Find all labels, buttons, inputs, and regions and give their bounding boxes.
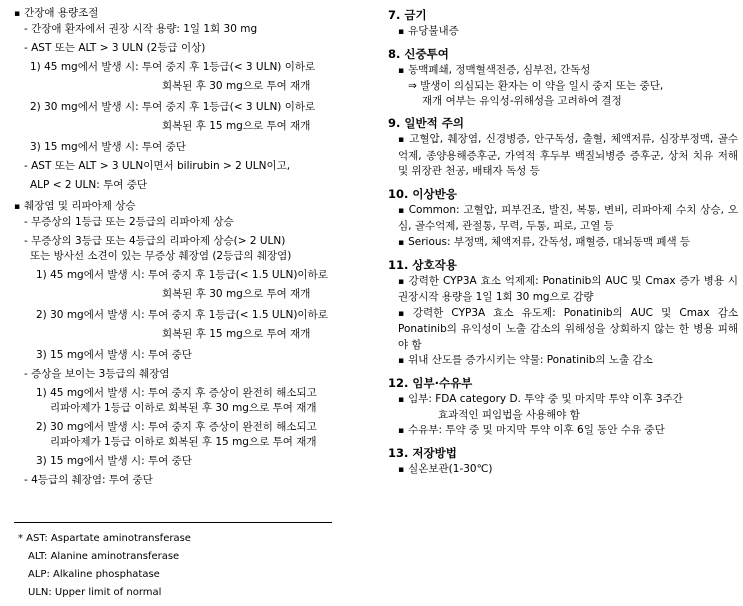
text-line: 3) 15 mg에서 발생 시: 투여 중단 <box>36 455 192 467</box>
text-line: - AST 또는 ALT > 3 ULN이면서 bilirubin > 2 ULN이고, <box>24 160 291 172</box>
section-heading-general-precautions: 9. 일반적 주의 <box>388 116 464 130</box>
text-line: 또는 방사선 소견이 있는 무증상 췌장염 (2등급의 췌장염) <box>30 250 292 262</box>
text-line: 1) 45 mg에서 발생 시: 투여 중지 후 1등급(< 3 ULN) 이하로 <box>30 61 316 73</box>
text-line: 3) 15 mg에서 발생 시: 투여 중단 <box>36 349 192 361</box>
list-item: ▪ 위내 산도를 증가시키는 약물: Ponatinib의 노출 감소 <box>388 353 738 369</box>
text-line: - 4등급의 췌장염: 투여 중단 <box>24 474 153 486</box>
list-item: ▪ 실온보관(1-30℃) <box>388 462 738 478</box>
section-heading-storage: 13. 저장방법 <box>388 446 457 460</box>
text-line: 2) 30 mg에서 발생 시: 투여 중지 후 1등급(< 3 ULN) 이하로 <box>30 101 316 113</box>
text-line: 2) 30 mg에서 발생 시: 투여 중지 후 증상이 완전히 해소되고 <box>36 421 317 433</box>
text-line: - 무증상의 3등급 또는 4등급의 리파아제 상승(> 2 ULN) <box>24 235 286 247</box>
text-line: 재개 여부는 유익성-위해성을 고려하여 결정 <box>422 95 622 107</box>
footnote-ast: * AST: Aspartate aminotransferase <box>18 533 191 544</box>
text-line: 3) 15 mg에서 발생 시: 투여 중단 <box>30 141 186 153</box>
list-item: ▪ Serious: 부정맥, 체액저류, 간독성, 패혈증, 대뇌동맥 폐색 등 <box>388 235 738 251</box>
text-line: - 무증상의 1등급 또는 2등급의 리파아제 상승 <box>24 216 234 228</box>
footnote-alt: ALT: Alanine aminotransferase <box>28 551 180 562</box>
list-item: ▪ 동맥폐쇄, 정맥혈색전증, 심부전, 간독성 <box>388 63 738 79</box>
text-line: 회복된 후 15 mg으로 투여 재개 <box>162 120 311 132</box>
footnote-divider <box>14 522 332 523</box>
list-item: ▪ 고혈압, 췌장염, 신경병증, 안구독성, 출혈, 체액저류, 심장부정맥, 골수억제, 종양용해증후군, 가역적 후두부 백질뇌병증 증후군, 상처 치유 저해 및 위장관 천공, 배태자 독성 등 <box>388 132 738 180</box>
list-item: ▪ Common: 고혈압, 피부건조, 발진, 복통, 변비, 리파아제 수치 상승, 오심, 골수억제, 관절통, 무력, 두통, 피로, 고열 등 <box>388 203 738 235</box>
footnote-alp: ALP: Alkaline phosphatase <box>28 569 160 580</box>
section-heading-contraindications: 7. 금기 <box>388 8 427 22</box>
list-item: ▪ 임부: FDA category D. 투약 중 및 마지막 투약 이후 3주간 <box>388 392 738 408</box>
left-column <box>14 6 360 488</box>
text-line: ⇒ 발생이 의심되는 환자는 이 약을 일시 중지 또는 중단, <box>408 80 664 92</box>
text-line: 2) 30 mg에서 발생 시: 투여 중지 후 1등급(< 1.5 ULN)이하로 <box>36 309 328 321</box>
text-line: ALP < 2 ULN: 투여 중단 <box>30 179 148 191</box>
text-line: 효과적인 피임법을 사용해야 함 <box>438 409 580 421</box>
list-item: ▪ 강력한 CYP3A 효소 유도제: Ponatinib의 AUC 및 Cmax 감소 Ponatinib의 유익성이 노출 감소의 위해성을 상회하지 않는 한 병용 피해야 함 <box>388 306 738 354</box>
right-column <box>388 6 738 478</box>
text-line: 회복된 후 30 mg으로 투여 재개 <box>162 288 311 300</box>
section-heading-adverse-reactions: 10. 이상반응 <box>388 186 457 201</box>
section-heading-interactions: 11. 상호작용 <box>388 257 457 272</box>
hepatotoxicity-title: ▪ 간장애 용량조절 <box>14 6 360 22</box>
text-line: 1) 45 mg에서 발생 시: 투여 중지 후 증상이 완전히 해소되고 <box>36 387 317 399</box>
list-item: ▪ 수유부: 투약 중 및 마지막 투약 이후 6일 동안 수유 중단 <box>388 423 738 439</box>
list-item: ▪ 강력한 CYP3A 효소 억제제: Ponatinib의 AUC 및 Cmax 증가 병용 시 권장시작 용량을 1일 1회 30 mg으로 감량 <box>388 274 738 306</box>
text-line: 리파아제가 1등급 이하로 회복된 후 15 mg으로 투여 재개 <box>50 436 317 448</box>
pancreatitis-title: ▪ 췌장염 및 리파아제 상승 <box>14 199 360 215</box>
section-heading-precautions: 8. 신중투여 <box>388 47 449 61</box>
text-line: 리파아제가 1등급 이하로 회복된 후 30 mg으로 투여 재개 <box>50 402 317 414</box>
text-line: 회복된 후 30 mg으로 투여 재개 <box>162 80 311 92</box>
footnotes <box>18 530 348 602</box>
text-line: - AST 또는 ALT > 3 ULN (2등급 이상) <box>24 42 206 54</box>
footnote-uln: ULN: Upper limit of normal <box>28 587 162 598</box>
text-line: - 증상을 보이는 3등급의 췌장염 <box>24 368 170 380</box>
text-line: 회복된 후 15 mg으로 투여 재개 <box>162 328 311 340</box>
text-line: - 간장애 환자에서 권장 시작 용량: 1일 1회 30 mg <box>24 23 258 35</box>
text-line: 1) 45 mg에서 발생 시: 투여 중지 후 1등급(< 1.5 ULN)이하로 <box>36 269 328 281</box>
section-heading-pregnancy: 12. 임부·수유부 <box>388 376 473 390</box>
list-item: ▪ 유당불내증 <box>388 24 738 40</box>
